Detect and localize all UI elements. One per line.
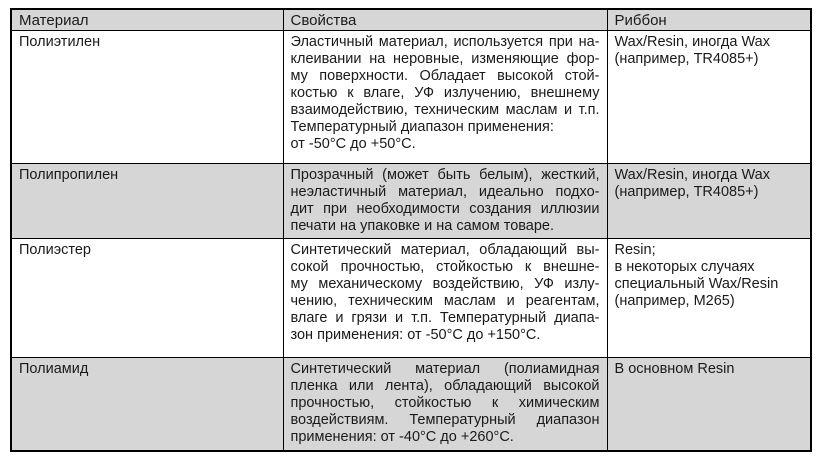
properties-cell xyxy=(283,164,607,239)
ribbon-cell xyxy=(607,239,811,358)
properties-cell xyxy=(283,31,607,164)
header-cell-material: Материал xyxy=(11,9,283,31)
properties-text-line: влаге и грязи и т.п. Температурный диапа- xyxy=(290,310,600,326)
properties-text-line: взаимодействию, техническим маслам и т.п. xyxy=(290,102,600,118)
ribbon-text-line: Resin; xyxy=(614,242,656,258)
properties-text-line: Температурный диапазон применения: xyxy=(290,119,554,135)
properties-text-line: пленка или лента), обладающий высокой xyxy=(290,378,600,394)
header-cell-ribbon: Риббон xyxy=(607,9,811,31)
material-cell: Полиэстер xyxy=(11,239,283,358)
header-cell-properties: Свойства xyxy=(283,9,607,31)
properties-cell xyxy=(283,358,607,452)
properties-text-line: от -50°C до +50°C. xyxy=(290,136,416,152)
ribbon-cell xyxy=(607,164,811,239)
materials-ribbon-table xyxy=(10,8,812,452)
properties-text-line: Синтетический материал, обладающий вы- xyxy=(290,242,600,258)
ribbon-text-line: (например, M265) xyxy=(614,293,735,309)
ribbon-text-line: В основном Resin xyxy=(614,361,735,377)
properties-text-line: Эластичный материал, используется при на- xyxy=(290,34,600,50)
table-body xyxy=(11,31,811,452)
properties-text-line: Прозрачный (может быть белым), жесткий, xyxy=(290,167,600,183)
table-header xyxy=(11,9,811,31)
ribbon-text-line: в некоторых случаях xyxy=(614,259,755,275)
properties-text-line: зон применения: от -50°C до +150°C. xyxy=(290,327,541,343)
properties-text-line: му поверхности. Обладает высокой стой- xyxy=(290,68,600,84)
properties-text-line: сокой прочностью, стойкостью к внешне- xyxy=(290,259,600,275)
ribbon-text-line: (например, TR4085+) xyxy=(614,51,759,67)
material-cell: Полиамид xyxy=(11,358,283,452)
properties-text-line: чению, техническим маслам и реагентам, xyxy=(290,293,600,309)
header-row xyxy=(11,9,811,31)
ribbon-cell xyxy=(607,358,811,452)
properties-text-line: Синтетический материал (полиамидная xyxy=(290,361,600,377)
properties-text-line: му механическому воздействию, УФ излу- xyxy=(290,276,600,292)
properties-text-line: печати на упаковке и на самом товаре. xyxy=(290,218,555,234)
properties-cell xyxy=(283,239,607,358)
properties-text-line: костью к влаге, УФ излучению, внешнему xyxy=(290,85,600,101)
ribbon-text-line: Wax/Resin, иногда Wax xyxy=(614,34,770,50)
properties-text-line: дит при необходимости создания иллюзии xyxy=(290,201,600,217)
ribbon-cell xyxy=(607,31,811,164)
table-row xyxy=(11,31,811,164)
properties-text-line: прочностью, стойкостью к химическим xyxy=(290,395,600,411)
table-row xyxy=(11,358,811,452)
table-row xyxy=(11,239,811,358)
table-row xyxy=(11,164,811,239)
properties-text-line: клеивании на неровные, изменяющие фор- xyxy=(290,51,600,67)
material-cell: Полиэтилен xyxy=(11,31,283,164)
properties-text-line: применения: от -40°C до +260°C. xyxy=(290,429,514,445)
ribbon-text-line: (например, TR4085+) xyxy=(614,184,759,200)
material-cell: Полипропилен xyxy=(11,164,283,239)
properties-text-line: неэластичный материал, идеально подхо- xyxy=(290,184,600,200)
properties-text-line: воздействиям. Температурный диапазон xyxy=(290,412,600,428)
ribbon-text-line: специальный Wax/Resin xyxy=(614,276,779,292)
ribbon-text-line: Wax/Resin, иногда Wax xyxy=(614,167,770,183)
